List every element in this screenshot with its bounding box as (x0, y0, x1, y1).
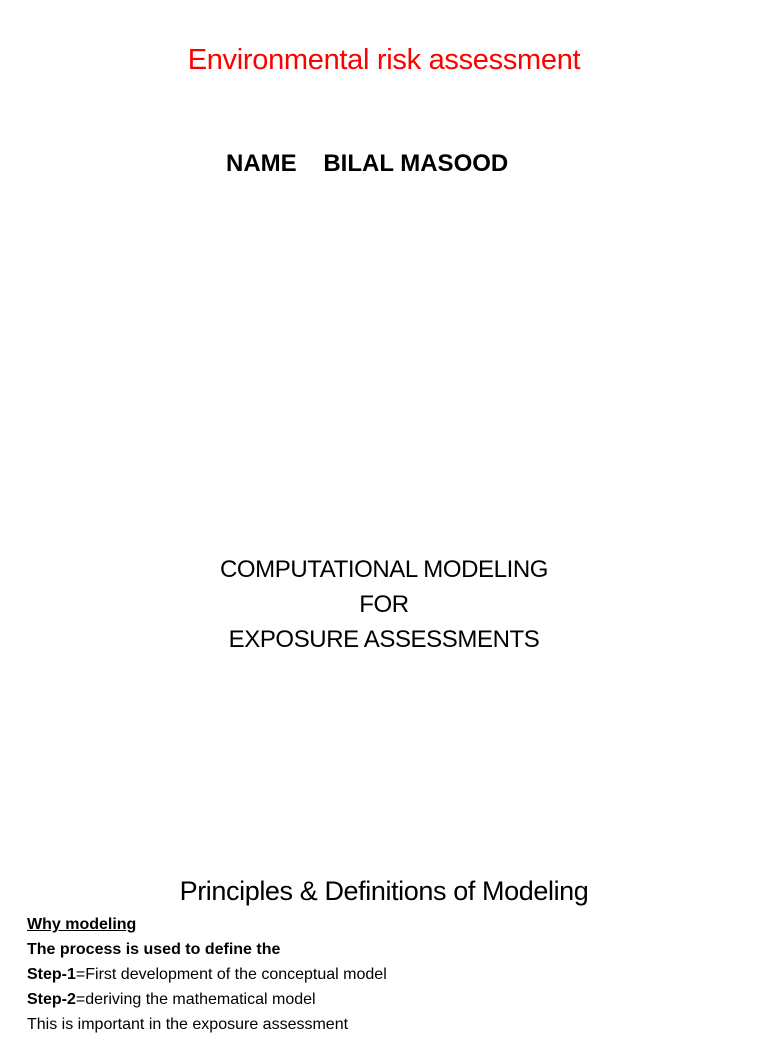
step-text: =deriving the mathematical model (75, 991, 316, 1008)
topic-line-1: COMPUTATIONAL MODELING (219, 556, 549, 583)
exposure-note: This is important in the exposure assessment (27, 1016, 349, 1033)
topic-line-3: EXPOSURE ASSESSMENTS (228, 626, 540, 653)
name-value: BILAL MASOOD (323, 150, 509, 177)
topic-heading (0, 552, 768, 657)
step-text: =First development of the conceptual model (75, 966, 387, 983)
presentation-title: Environmental risk assessment (187, 44, 581, 76)
step-label: Step-1 (27, 966, 76, 983)
section-title: Principles & Definitions of Modeling (179, 876, 589, 906)
body-content (27, 912, 747, 1037)
step-line-2 (27, 987, 747, 1012)
topic-line-2: FOR (359, 591, 409, 618)
name-label: NAME (226, 150, 297, 177)
slide-title (0, 0, 768, 240)
slide-principles (0, 860, 768, 1033)
step-line-1 (27, 962, 747, 987)
slide-topic (0, 500, 768, 700)
step-label: Step-2 (27, 991, 76, 1008)
why-modeling-heading: Why modeling (27, 916, 137, 933)
process-text: The process is used to define the (27, 941, 281, 958)
author-name-line (226, 150, 508, 178)
